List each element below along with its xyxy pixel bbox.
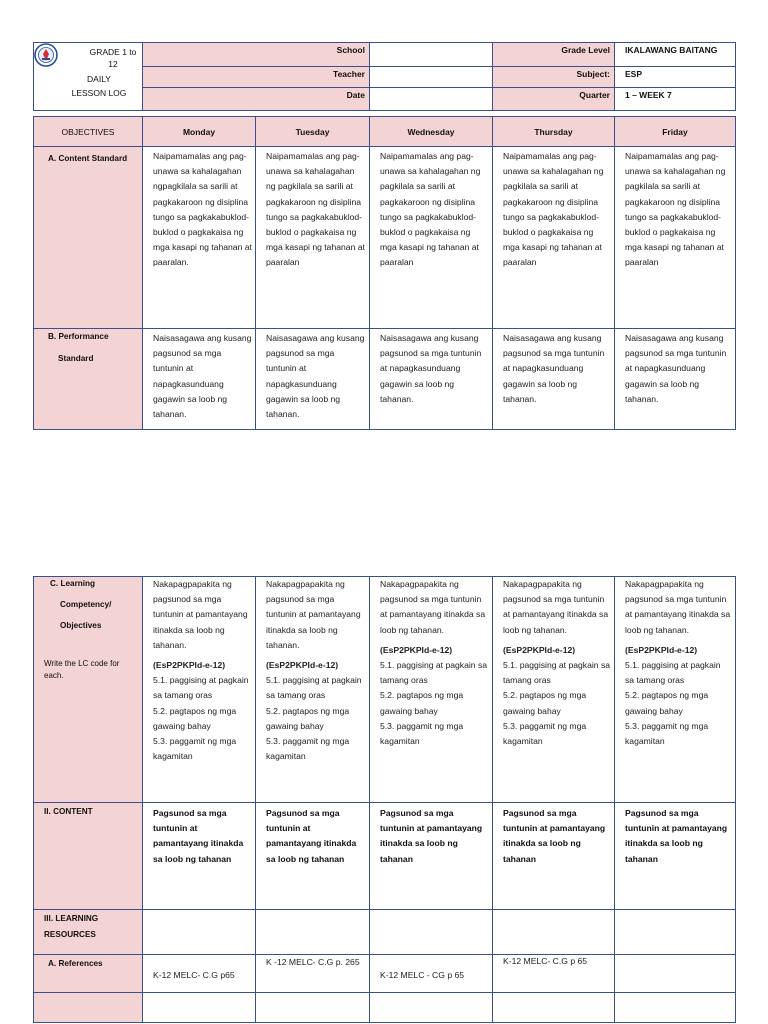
lc-item: 5.2. pagtapos ng mga gawaing bahay (380, 690, 464, 716)
header-title-cell (34, 43, 143, 111)
content-label: II. CONTENT (34, 803, 143, 910)
lc-code: (EsP2PKPId-e-12) (503, 644, 576, 655)
lc-item: 5.3. paggamit ng mga kagamitan (380, 720, 464, 747)
date-field[interactable] (370, 88, 493, 111)
performance-standard-thursday: Naisasagawa ang kusang pagsunod sa mga tuntunin at napagkasunduang gagawin sa loob ng tahanan. (493, 329, 615, 430)
subject-label: Subject: (493, 67, 615, 88)
lc-intro: Nakapagpapakita ng pagsunod sa mga tuntunin at pamantayang itinakda sa loob ng tahanan. (625, 579, 731, 635)
day-header-monday: Monday (143, 117, 256, 147)
references-monday: K-12 MELC- C.G p65 (143, 955, 256, 993)
lc-item: 5.3. paggamit ng mga kagamitan (503, 720, 587, 747)
references-thursday: K-12 MELC- C.G p 65 (493, 955, 615, 993)
references-tuesday: K -12 MELC- C.G p. 265 (256, 955, 370, 993)
lc-item: 5.2. pagtapos ng mga gawaing bahay (503, 690, 587, 716)
lesson-log-table-bottom (33, 576, 736, 1023)
performance-standard-friday: Naisasagawa ang kusang pagsunod sa mga tuntunin at napagkasunduang gagawin sa loob ng tahanan. (615, 329, 736, 430)
performance-standard-tuesday: Naisasagawa ang kusang pagsunod sa mga tuntunin at napagkasunduang gagawin sa loob ng tahanan. (256, 329, 370, 430)
learning-competency-label-line2: Competency/ (60, 600, 112, 609)
performance-standard-label-line1: B. Performance (48, 332, 109, 341)
performance-standard-label-line2: Standard (58, 354, 94, 363)
lc-item: 5.1. paggising at pagkain sa tamang oras (503, 660, 611, 686)
learning-competency-tuesday (256, 577, 370, 803)
lc-intro: Nakapagpapakita ng pagsunod sa mga tuntunin at pamantayang itinakda sa loob ng tahanan. (503, 579, 609, 635)
deped-seal-icon (34, 43, 58, 67)
lc-item: 5.2. pagtapos ng mga gawaing bahay (153, 705, 237, 731)
content-standard-friday: Naipamamalas ang pag-unawa sa kahalagahan ng pagkilala sa sarili at pagkakaroon ng disiplina tungo sa pagkakabuklod-buklod o pagkakaisa ng mga kasapi ng tahanan at paaralan (615, 147, 736, 329)
lc-code: (EsP2PKPId-e-12) (625, 644, 698, 655)
lc-intro: Nakapagpapakita ng pagsunod sa mga tuntunin at pamantayang itinakda sa loob ng tahanan. (266, 579, 361, 650)
next-row-label (34, 993, 143, 1023)
day-header-wednesday: Wednesday (370, 117, 493, 147)
learning-resources-friday (615, 910, 736, 955)
content-thursday: Pagsunod sa mga tuntunin at pamantayang itinakda sa loob ng tahanan (493, 803, 615, 910)
lc-code: (EsP2PKPId-e-12) (153, 660, 226, 671)
references-friday (615, 955, 736, 993)
references-wednesday: K-12 MELC - CG p 65 (370, 955, 493, 993)
learning-competency-wednesday (370, 577, 493, 803)
next-row-cell (493, 993, 615, 1023)
lc-item: 5.1. paggising at pagkain sa tamang oras (153, 675, 249, 701)
grade-label: GRADE 1 to 12 (89, 47, 137, 69)
lc-item: 5.1. paggising at pagkain sa tamang oras (625, 660, 721, 686)
learning-competency-label-line1: C. Learning (50, 579, 96, 588)
lc-intro: Nakapagpapakita ng pagsunod sa mga tuntunin at pamantayang itinakda sa loob ng tahanan. (380, 579, 486, 635)
date-label: Date (143, 88, 370, 111)
learning-competency-thursday (493, 577, 615, 803)
learning-resources-wednesday (370, 910, 493, 955)
school-label: School (143, 43, 370, 67)
quarter-field[interactable]: 1 – WEEK 7 (615, 88, 736, 111)
daily-lesson-log-title: DAILY LESSON LOG (71, 74, 127, 98)
lesson-log-table-top (33, 42, 736, 430)
next-row-cell (256, 993, 370, 1023)
day-header-tuesday: Tuesday (256, 117, 370, 147)
lc-item: 5.3. paggamit ng mga kagamitan (266, 736, 350, 762)
next-row-cell (143, 993, 256, 1023)
teacher-field[interactable] (370, 67, 493, 88)
content-monday: Pagsunod sa mga tuntunin at pamantayang itinakda sa loob ng tahanan (143, 803, 256, 910)
day-header-thursday: Thursday (493, 117, 615, 147)
learning-resources-thursday (493, 910, 615, 955)
objectives-header: OBJECTIVES (34, 117, 143, 147)
teacher-label: Teacher (143, 67, 370, 88)
content-wednesday: Pagsunod sa mga tuntunin at pamantayang itinakda sa loob ng tahanan (370, 803, 493, 910)
lc-item: 5.3. paggamit ng mga kagamitan (153, 736, 237, 762)
grade-level-field[interactable]: IKALAWANG BAITANG (615, 43, 736, 67)
learning-competency-label (34, 577, 143, 803)
lc-intro: Nakapagpapakita ng pagsunod sa mga tuntunin at pamantayang itinakda sa loob ng tahanan. (153, 579, 248, 650)
learning-competency-monday (143, 577, 256, 803)
performance-standard-wednesday: Naisasagawa ang kusang pagsunod sa mga tuntunin at napagkasunduang gagawin sa loob ng tahanan. (370, 329, 493, 430)
learning-resources-label-line2: RESOURCES (44, 930, 96, 939)
day-header-friday: Friday (615, 117, 736, 147)
learning-competency-friday (615, 577, 736, 803)
lc-code-note: Write the LC code for each. (44, 659, 120, 680)
next-row-cell (615, 993, 736, 1023)
quarter-label: Quarter (493, 88, 615, 111)
lc-item: 5.2. pagtapos ng mga gawaing bahay (266, 705, 350, 731)
content-standard-wednesday: Naipamamalas ang pag-unawa sa kahalagahan ng pagkilala sa sarili at pagkakaroon ng disiplina tungo sa pagkakabuklod-buklod o pagkakaisa ng mga kasapi ng tahanan at paaralan (370, 147, 493, 329)
performance-standard-label (34, 329, 143, 430)
performance-standard-monday: Naisasagawa ang kusang pagsunod sa mga tuntunin at napagkasunduang gagawin sa loob ng tahanan. (143, 329, 256, 430)
content-standard-label: A. Content Standard (34, 147, 143, 329)
learning-resources-label-line1: III. LEARNING (44, 914, 99, 923)
school-field[interactable] (370, 43, 493, 67)
content-standard-tuesday: Naipamamalas ang pag-unawa sa kahalagahan ng pagkilala sa sarili at pagkakaroon ng disiplina tungo sa pagkakabuklod-buklod o pagkakaisa ng mga kasapi ng tahanan at paaralan (256, 147, 370, 329)
subject-field[interactable]: ESP (615, 67, 736, 88)
lc-item: 5.2. pagtapos ng mga gawaing bahay (625, 690, 709, 716)
learning-resources-label (34, 910, 143, 955)
content-standard-monday: Naipamamalas ang pag-unawa sa kahalagahan ngpagkilala sa sarili at pagkakaroon ng disiplina tungo sa pagkakabuklod-buklod o pagkakaisa ng mga kasapi ng tahanan at paaralan. (143, 147, 256, 329)
lc-code: (EsP2PKPId-e-12) (380, 644, 453, 655)
learning-resources-monday (143, 910, 256, 955)
grade-level-label: Grade Level (493, 43, 615, 67)
lc-code: (EsP2PKPId-e-12) (266, 660, 339, 671)
lc-item: 5.1. paggising at pagkain sa tamang oras (266, 675, 362, 701)
references-label: A. References (34, 955, 143, 993)
learning-competency-label-line3: Objectives (60, 621, 102, 630)
lc-item: 5.1. paggising at pagkain sa tamang oras (380, 660, 488, 686)
lc-item: 5.3. paggamit ng mga kagamitan (625, 720, 709, 747)
content-standard-thursday: Naipamamalas ang pag-unawa sa kahalagahan ng pagkilala sa sarili at pagkakaroon ng disiplina tungo sa pagkakabuklod-buklod o pagkakaisa ng mga kasapi ng tahanan at paaralan (493, 147, 615, 329)
content-friday: Pagsunod sa mga tuntunin at pamantayang itinakda sa loob ng tahanan (615, 803, 736, 910)
next-row-cell (370, 993, 493, 1023)
content-tuesday: Pagsunod sa mga tuntunin at pamantayang itinakda sa loob ng tahanan (256, 803, 370, 910)
learning-resources-tuesday (256, 910, 370, 955)
